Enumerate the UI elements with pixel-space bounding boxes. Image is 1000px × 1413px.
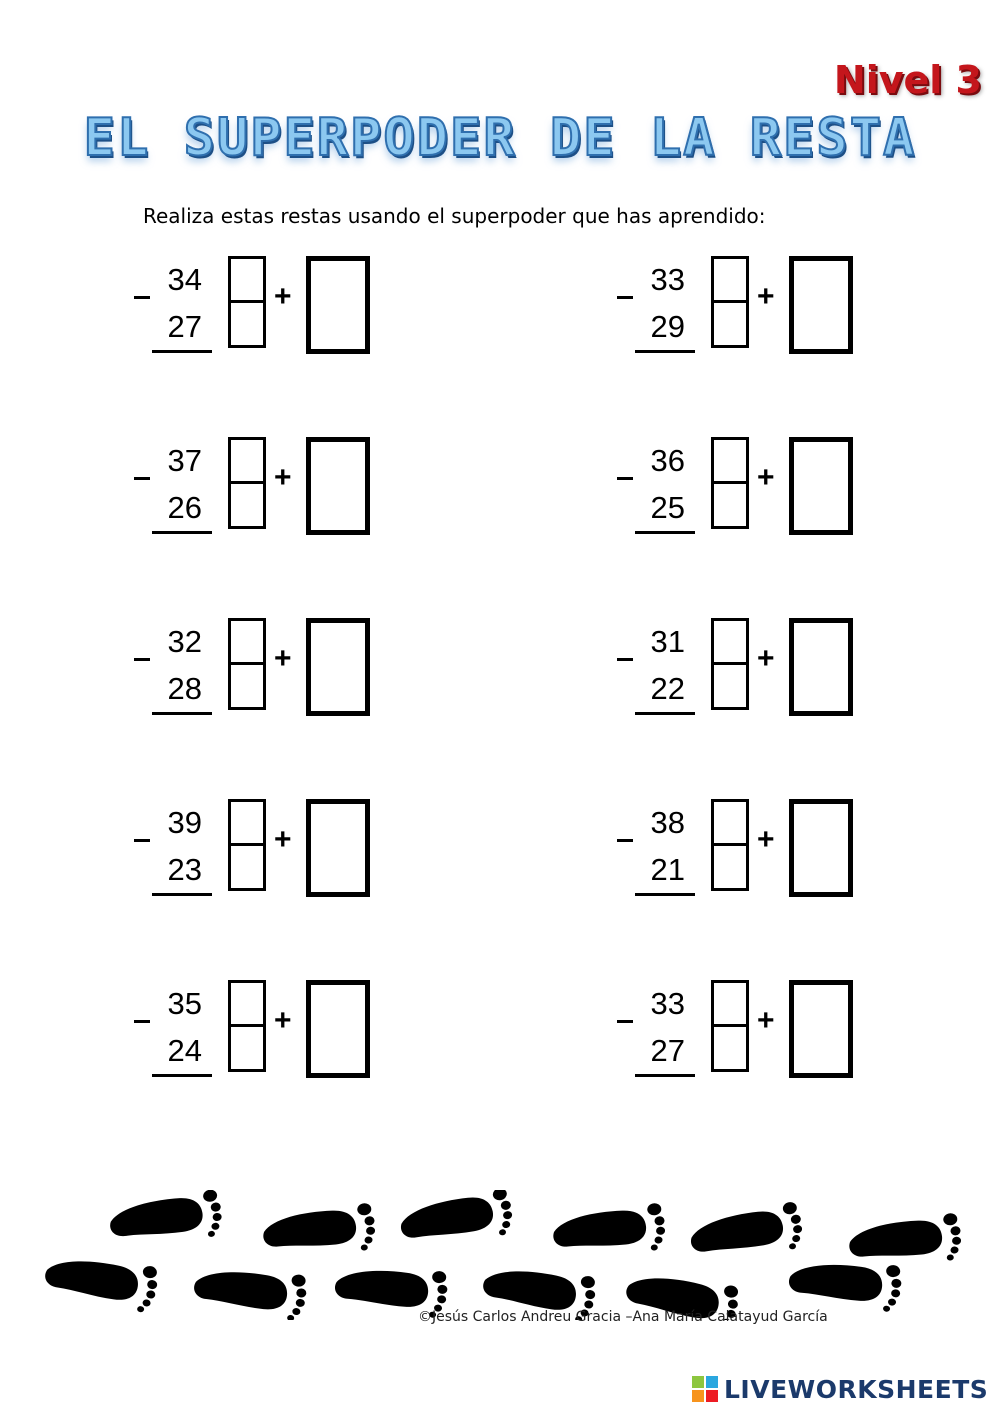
result-underline <box>152 350 212 353</box>
answer-box[interactable] <box>306 256 370 354</box>
box-divider <box>231 662 263 665</box>
footprint-icon <box>192 1264 309 1320</box>
box-divider <box>714 662 746 665</box>
subtraction-problem <box>617 437 877 537</box>
box-divider <box>714 481 746 484</box>
plus-sign: + <box>757 1004 775 1037</box>
decomposition-box[interactable] <box>228 437 266 529</box>
minuend: 35 <box>167 986 202 1021</box>
answer-box[interactable] <box>306 437 370 535</box>
plus-sign: + <box>757 461 775 494</box>
minus-sign <box>617 1020 633 1023</box>
minuend: 34 <box>167 262 202 297</box>
minuend: 33 <box>650 262 685 297</box>
plus-sign: + <box>757 823 775 856</box>
minus-sign <box>617 839 633 842</box>
subtraction-problem <box>617 799 877 899</box>
result-underline <box>152 712 212 715</box>
answer-box[interactable] <box>306 980 370 1078</box>
answer-box[interactable] <box>789 437 853 535</box>
footprint-icon <box>687 1201 806 1267</box>
decomposition-box[interactable] <box>711 256 749 348</box>
minus-sign <box>134 296 150 299</box>
worksheet-title: EL SUPERPODER DE LA RESTA <box>83 108 917 168</box>
subtrahend: 27 <box>167 309 202 344</box>
box-divider <box>231 1024 263 1027</box>
plus-sign: + <box>757 280 775 313</box>
subtrahend: 28 <box>167 671 202 706</box>
minuend: 38 <box>650 805 685 840</box>
result-underline <box>635 1074 695 1077</box>
subtrahend: 21 <box>650 852 685 887</box>
decomposition-box[interactable] <box>711 618 749 710</box>
subtraction-problem <box>617 980 877 1080</box>
answer-box[interactable] <box>789 799 853 897</box>
footprint-icon <box>551 1202 668 1260</box>
result-underline <box>635 893 695 896</box>
footprint-icon <box>261 1202 378 1260</box>
liveworksheets-brand[interactable] <box>692 1374 988 1404</box>
minus-sign <box>134 1020 150 1023</box>
answer-box[interactable] <box>789 256 853 354</box>
brand-name: LIVEWORKSHEETS <box>724 1374 989 1404</box>
footprint-icon <box>107 1190 225 1251</box>
footprint-icon <box>42 1252 160 1314</box>
box-divider <box>714 300 746 303</box>
minus-sign <box>134 658 150 661</box>
subtraction-problem <box>134 980 394 1080</box>
decomposition-box[interactable] <box>228 618 266 710</box>
result-underline <box>635 712 695 715</box>
minus-sign <box>617 296 633 299</box>
box-divider <box>231 481 263 484</box>
plus-sign: + <box>274 823 292 856</box>
answer-box[interactable] <box>306 618 370 716</box>
plus-sign: + <box>274 1004 292 1037</box>
decomposition-box[interactable] <box>711 437 749 529</box>
minuend: 33 <box>650 986 685 1021</box>
subtrahend: 25 <box>650 490 685 525</box>
result-underline <box>635 350 695 353</box>
result-underline <box>152 531 212 534</box>
plus-sign: + <box>757 642 775 675</box>
minus-sign <box>134 477 150 480</box>
subtraction-problem <box>134 256 394 356</box>
decomposition-box[interactable] <box>228 256 266 348</box>
instructions-text: Realiza estas restas usando el superpoder que has aprendido: <box>143 204 766 228</box>
minuend: 31 <box>650 624 685 659</box>
decomposition-box[interactable] <box>711 980 749 1072</box>
subtraction-problem <box>617 618 877 718</box>
subtraction-problem <box>134 799 394 899</box>
answer-box[interactable] <box>306 799 370 897</box>
result-underline <box>152 1074 212 1077</box>
answer-box[interactable] <box>789 618 853 716</box>
footprints-decoration <box>40 1190 970 1320</box>
subtrahend: 24 <box>167 1033 202 1068</box>
box-divider <box>231 843 263 846</box>
answer-box[interactable] <box>789 980 853 1078</box>
subtrahend: 27 <box>650 1033 685 1068</box>
footprint-icon <box>787 1258 902 1313</box>
minuend: 32 <box>167 624 202 659</box>
subtrahend: 26 <box>167 490 202 525</box>
plus-sign: + <box>274 461 292 494</box>
minuend: 39 <box>167 805 202 840</box>
box-divider <box>231 300 263 303</box>
copyright-credit: ©Jesús Carlos Andreu Gracia –Ana María Calatayud García <box>418 1309 828 1325</box>
minus-sign <box>134 839 150 842</box>
level-label: Nivel 3 <box>833 58 982 102</box>
subtrahend: 22 <box>650 671 685 706</box>
subtraction-problem <box>617 256 877 356</box>
decomposition-box[interactable] <box>711 799 749 891</box>
plus-sign: + <box>274 280 292 313</box>
subtraction-problem <box>134 437 394 537</box>
subtraction-problem <box>134 618 394 718</box>
subtrahend: 29 <box>650 309 685 344</box>
subtrahend: 23 <box>167 852 202 887</box>
result-underline <box>635 531 695 534</box>
minuend: 36 <box>650 443 685 478</box>
liveworksheets-logo-icon <box>692 1376 718 1402</box>
footprint-icon <box>397 1190 516 1252</box>
minuend: 37 <box>167 443 202 478</box>
result-underline <box>152 893 212 896</box>
minus-sign <box>617 658 633 661</box>
decomposition-box[interactable] <box>228 799 266 891</box>
box-divider <box>714 1024 746 1027</box>
minus-sign <box>617 477 633 480</box>
box-divider <box>714 843 746 846</box>
footprint-icon <box>847 1212 964 1270</box>
plus-sign: + <box>274 642 292 675</box>
decomposition-box[interactable] <box>228 980 266 1072</box>
